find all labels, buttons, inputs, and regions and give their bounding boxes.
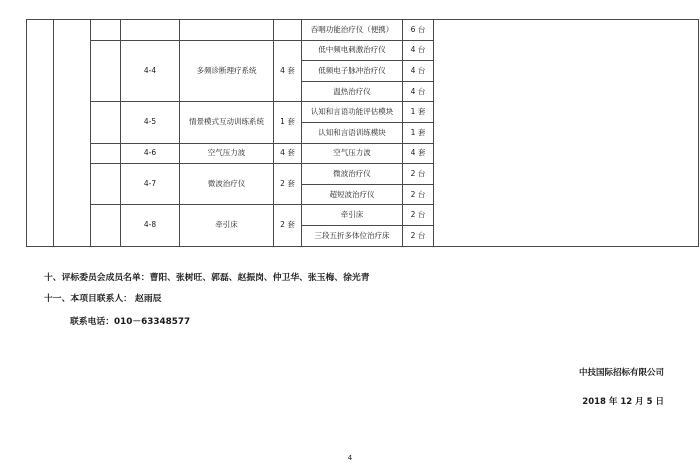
company-name: 中技国际招标有限公司 bbox=[578, 368, 664, 378]
item-number-cell: 4-5 bbox=[121, 102, 180, 143]
set-count-cell: 2 套 bbox=[274, 164, 302, 205]
item-number-cell: 4-4 bbox=[121, 40, 180, 102]
device-cell: 低中频电刺激治疗仪 bbox=[302, 40, 403, 61]
committee-list: 十、评标委员会成员名单：曹阳、张树旺、郭磊、赵振岗、仲卫华、张玉梅、徐光青 bbox=[44, 273, 370, 283]
table-body bbox=[27, 20, 699, 247]
system-name-cell: 情景模式互动训练系统 bbox=[180, 102, 274, 143]
device-cell: 超短波治疗仪 bbox=[302, 184, 403, 205]
device-cell: 吞咽功能治疗仪（便携） bbox=[302, 20, 403, 41]
device-cell: 认知和言语功能评估模块 bbox=[302, 102, 403, 123]
qty-cell: 2 台 bbox=[403, 225, 434, 246]
device-cell: 三段五折多体位治疗床 bbox=[302, 225, 403, 246]
blank-cell bbox=[54, 20, 91, 247]
system-name-cell: 空气压力波 bbox=[180, 143, 274, 164]
blank-cell bbox=[91, 102, 121, 143]
contact-phone: 联系电话：010－63348577 bbox=[70, 317, 191, 327]
item-number-cell: 4-8 bbox=[121, 205, 180, 246]
qty-cell: 4 套 bbox=[403, 143, 434, 164]
qty-cell: 4 台 bbox=[403, 81, 434, 102]
page-number: 4 bbox=[347, 454, 353, 462]
project-contact: 十一、本项目联系人： 赵雨辰 bbox=[44, 294, 162, 304]
issue-date: 2018 年 12 月 5 日 bbox=[582, 397, 664, 407]
blank-cell bbox=[91, 143, 121, 164]
blank-cell bbox=[274, 20, 302, 41]
qty-cell: 2 台 bbox=[403, 184, 434, 205]
blank-cell bbox=[91, 20, 121, 41]
device-cell: 温热治疗仪 bbox=[302, 81, 403, 102]
item-number-cell: 4-7 bbox=[121, 164, 180, 205]
qty-cell: 1 套 bbox=[403, 102, 434, 123]
set-count-cell: 2 套 bbox=[274, 205, 302, 246]
set-count-cell: 1 套 bbox=[274, 102, 302, 143]
qty-cell: 1 套 bbox=[403, 122, 434, 143]
device-cell: 牵引床 bbox=[302, 205, 403, 226]
item-number-cell: 4-6 bbox=[121, 143, 180, 164]
qty-cell: 4 台 bbox=[403, 61, 434, 82]
set-count-cell: 4 套 bbox=[274, 143, 302, 164]
qty-cell: 2 台 bbox=[403, 164, 434, 185]
device-cell: 微波治疗仪 bbox=[302, 164, 403, 185]
blank-cell bbox=[91, 164, 121, 205]
system-name-cell: 牵引床 bbox=[180, 205, 274, 246]
system-name-cell: 微波治疗仪 bbox=[180, 164, 274, 205]
qty-cell: 4 台 bbox=[403, 40, 434, 61]
qty-cell: 6 台 bbox=[403, 20, 434, 41]
qty-cell: 2 台 bbox=[403, 205, 434, 226]
set-count-cell: 4 套 bbox=[274, 40, 302, 102]
table-row bbox=[27, 20, 699, 41]
system-name-cell: 多频诊断理疗系统 bbox=[180, 40, 274, 102]
blank-cell bbox=[121, 20, 180, 41]
blank-cell bbox=[91, 205, 121, 246]
blank-cell bbox=[180, 20, 274, 41]
device-cell: 空气压力波 bbox=[302, 143, 403, 164]
blank-cell bbox=[91, 40, 121, 102]
device-cell: 认知和言语训练模块 bbox=[302, 122, 403, 143]
equipment-table bbox=[26, 19, 699, 247]
device-cell: 低频电子脉冲治疗仪 bbox=[302, 61, 403, 82]
blank-cell bbox=[434, 20, 699, 247]
blank-cell bbox=[27, 20, 54, 247]
